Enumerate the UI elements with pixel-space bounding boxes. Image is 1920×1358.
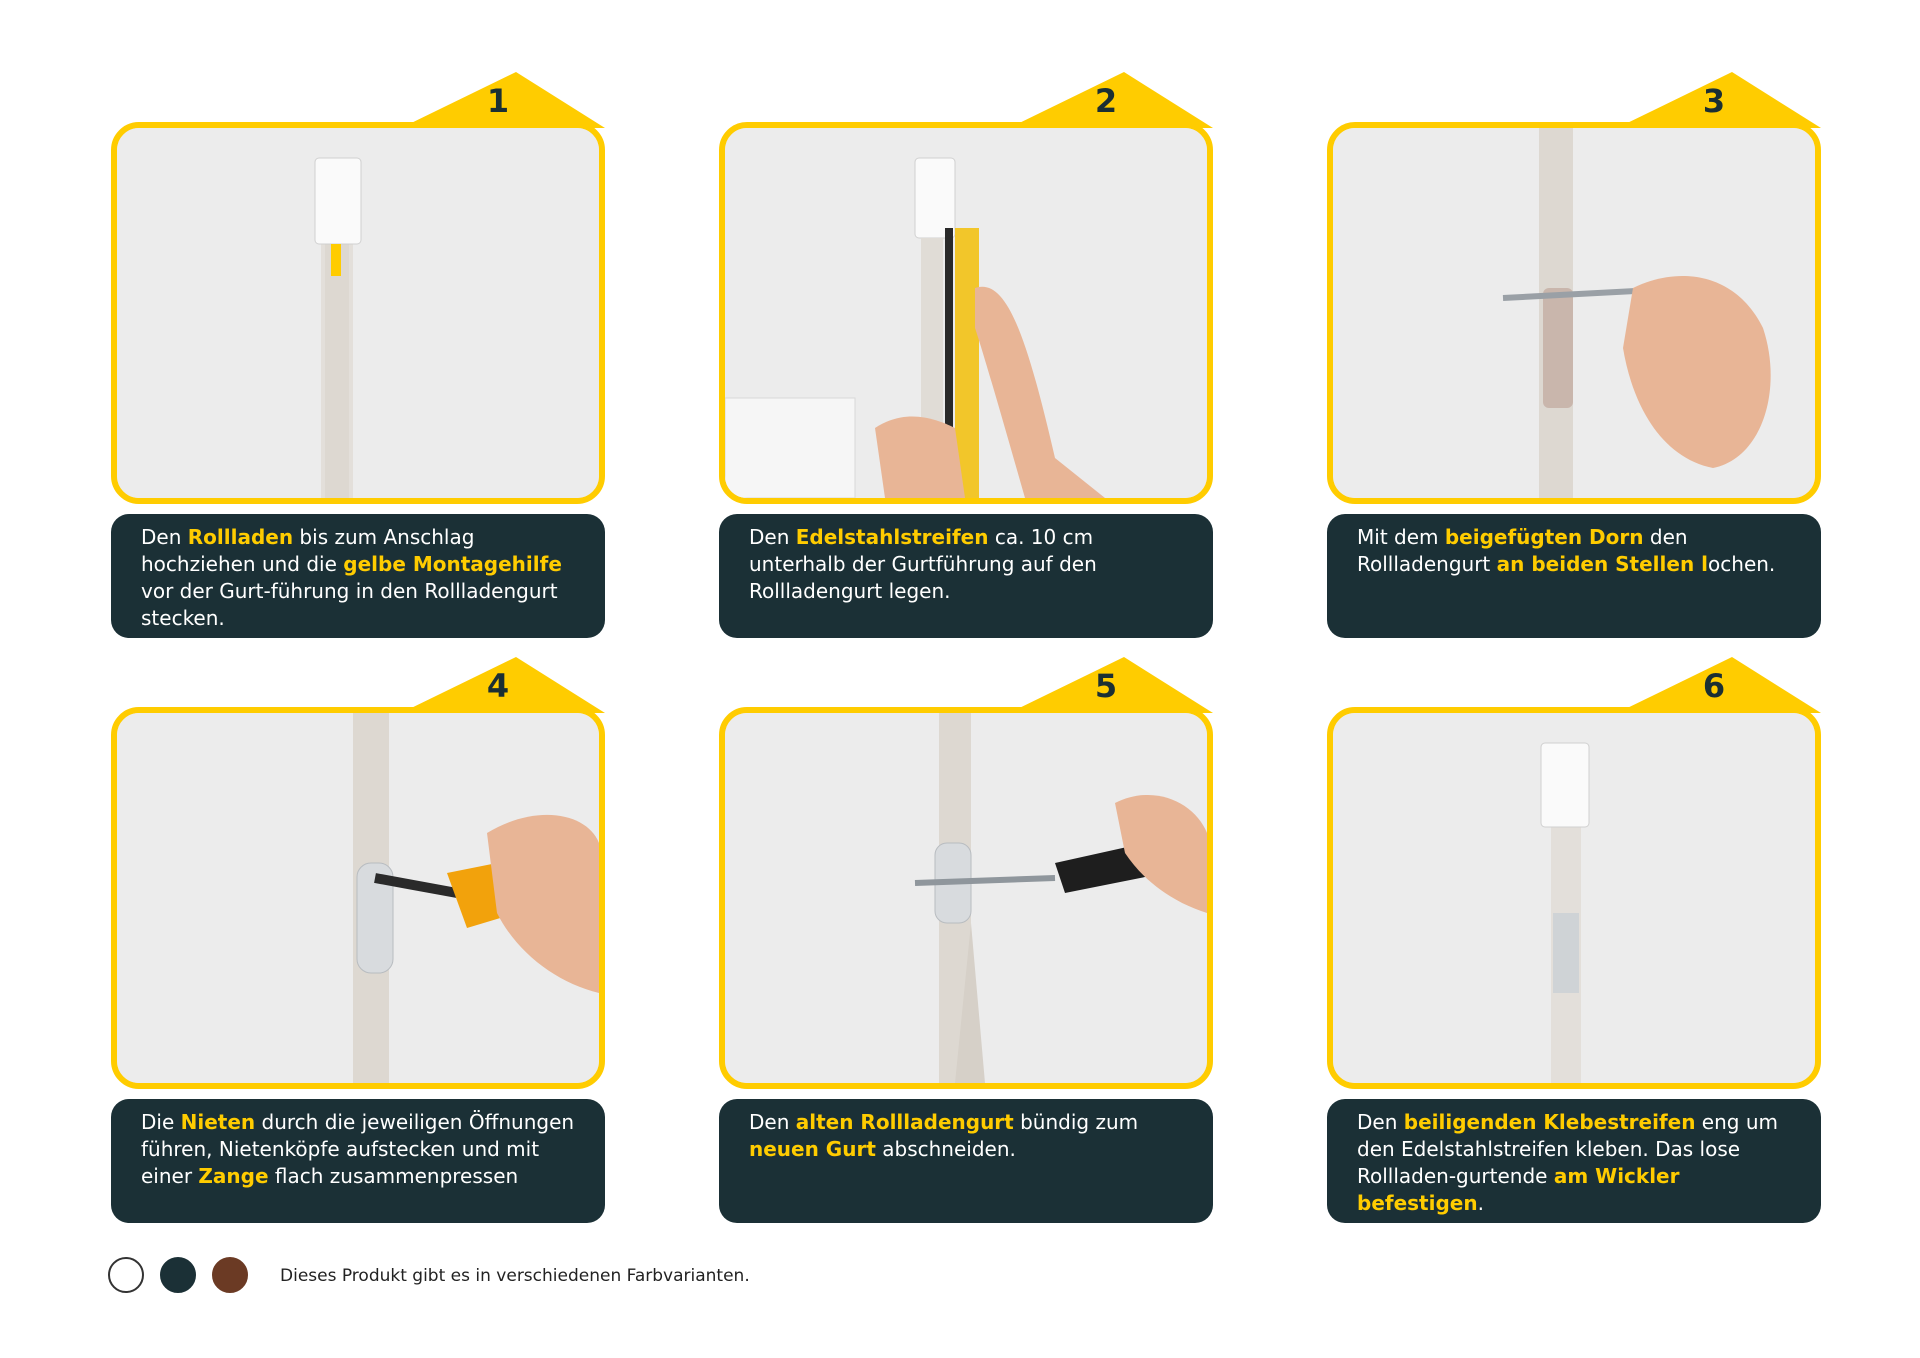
caption-text: Den (749, 525, 796, 549)
photo-finished (1333, 713, 1815, 1083)
step-caption (111, 1099, 605, 1223)
photo-piercing (1333, 128, 1815, 498)
step-photo (1327, 122, 1821, 504)
caption-text: abschneiden. (875, 1137, 1016, 1161)
caption-text: vor der Gurt-führung in den Rollladengurt stecken. (141, 579, 558, 630)
step-photo (111, 707, 605, 1089)
step-photo (1327, 707, 1821, 1089)
caption-text: . (1477, 1191, 1484, 1215)
step-number: 4 (486, 667, 510, 705)
step-photo (719, 122, 1213, 504)
step-photo (719, 707, 1213, 1089)
step-caption (1327, 514, 1821, 638)
color-swatch-anthracite (160, 1257, 196, 1293)
step-card-2 (719, 72, 1213, 614)
caption-text: Den (141, 525, 188, 549)
step-number: 2 (1094, 82, 1118, 120)
step-number: 6 (1702, 667, 1726, 705)
caption-text: ca. 10 cm unterhalb der Gurtführung auf den Rollladengurt legen. (749, 525, 1097, 603)
caption-highlight: Zange (198, 1164, 269, 1188)
photo-belt-guide (117, 128, 599, 498)
caption-text: durch die jeweiligen Öffnungen führen, Nietenköpfe aufstecken und mit einer (141, 1110, 575, 1188)
step-number: 1 (486, 82, 510, 120)
color-swatch-white (108, 1257, 144, 1293)
caption-text: Den (749, 1110, 796, 1134)
caption-highlight: an beiden Stellen l (1496, 552, 1709, 576)
photo-pliers (117, 713, 599, 1083)
step-card-3 (1327, 72, 1821, 614)
caption-highlight: gelbe Montagehilfe (343, 552, 562, 576)
caption-text: Den (1357, 1110, 1404, 1134)
step-card-5 (719, 657, 1213, 1199)
step-caption (111, 514, 605, 638)
color-swatch-brown (212, 1257, 248, 1293)
caption-text: eng um den Edelstahlstreifen kleben. Das lose Rollladen-gurtende (1357, 1110, 1779, 1188)
caption-highlight: alten Rollladengurt (795, 1110, 1014, 1134)
caption-text: den Rollladengurt (1357, 525, 1688, 576)
caption-highlight: beigefügten Dorn (1444, 525, 1644, 549)
step-caption (719, 514, 1213, 638)
caption-highlight: Edelstahlstreifen (795, 525, 989, 549)
photo-scissors (725, 713, 1207, 1083)
caption-text: ochen. (1708, 552, 1776, 576)
color-variants-footer (108, 1257, 808, 1297)
step-photo (111, 122, 605, 504)
step-caption (1327, 1099, 1821, 1223)
caption-highlight: beiligenden Klebestreifen (1403, 1110, 1696, 1134)
step-number: 3 (1702, 82, 1726, 120)
step-number: 5 (1094, 667, 1118, 705)
step-card-6 (1327, 657, 1821, 1215)
caption-text: Mit dem (1357, 525, 1445, 549)
caption-text: bündig zum (1013, 1110, 1139, 1134)
step-caption (719, 1099, 1213, 1223)
step-card-1 (111, 72, 605, 630)
caption-text: Die (141, 1110, 181, 1134)
caption-highlight: am Wickler befestigen (1357, 1164, 1680, 1215)
color-variants-note: Dieses Produkt gibt es in verschiedenen Farbvarianten. (280, 1266, 750, 1286)
caption-text: flach zusammenpressen (268, 1164, 519, 1188)
caption-highlight: Nieten (180, 1110, 256, 1134)
caption-highlight: neuen Gurt (749, 1137, 876, 1161)
photo-steel-strip (725, 128, 1207, 498)
caption-text: bis zum Anschlag hochziehen und die (141, 525, 475, 576)
step-card-4 (111, 657, 605, 1199)
caption-highlight: Rollladen (187, 525, 294, 549)
